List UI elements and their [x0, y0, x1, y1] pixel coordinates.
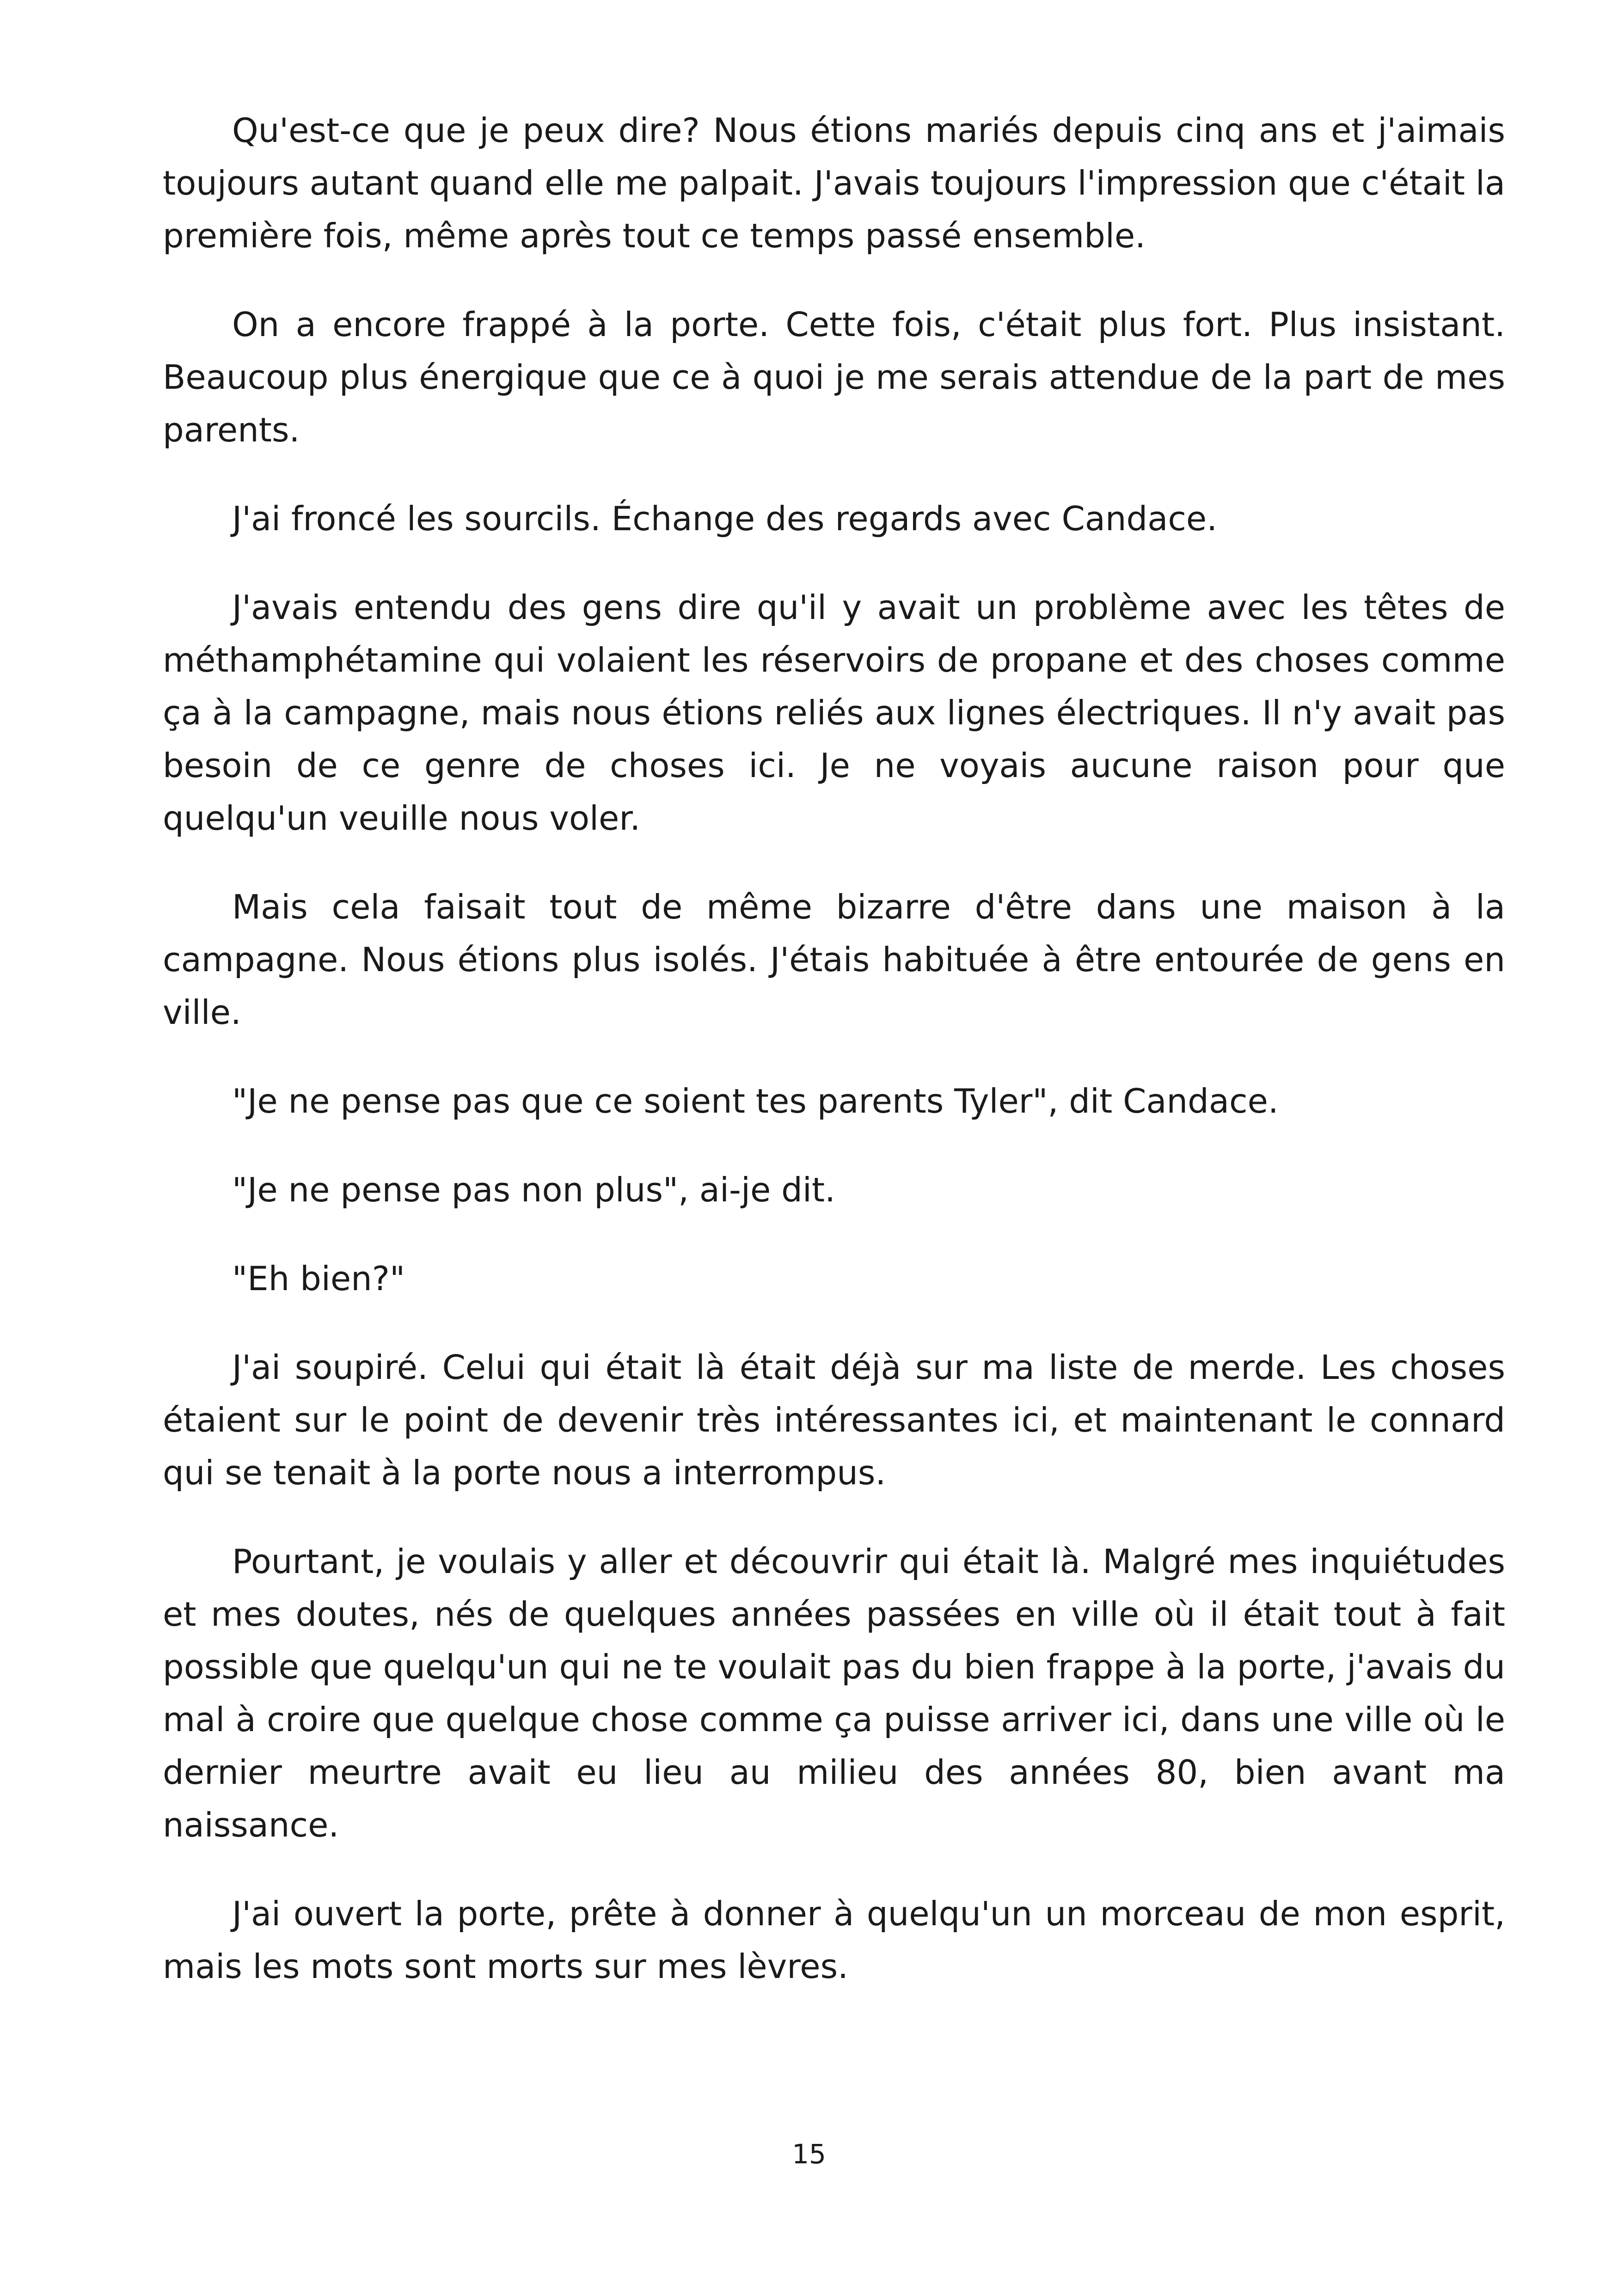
paragraph: Mais cela faisait tout de même bizarre d'être dans une maison à la campagne. Nous étions plus isolés. J'étais habituée à être entourée de gens en ville. — [163, 888, 1505, 1032]
paragraph: Qu'est-ce que je peux dire? Nous étions mariés depuis cinq ans et j'aimais toujours autant quand elle me palpait. J'avais toujours l'impression que c'était la première fois, même après tout ce temps passé ensemble. — [163, 111, 1505, 255]
paragraph: "Je ne pense pas non plus", ai-je dit. — [232, 1170, 835, 1209]
paragraph: On a encore frappé à la porte. Cette fois, c'était plus fort. Plus insistant. Beaucoup plus énergique que ce à quoi je me serais attendue de la part de mes parents. — [163, 305, 1505, 449]
paragraph: J'ai ouvert la porte, prête à donner à quelqu'un un morceau de mon esprit, mais les mots sont morts sur mes lèvres. — [163, 1894, 1505, 1986]
paragraph: Pourtant, je voulais y aller et découvrir qui était là. Malgré mes inquiétudes et mes doutes, nés de quelques années passées en ville où il était tout à fait possible que quelqu'un qui ne te voulait pas du bien frappe à la porte, j'avais du mal à croire que quelque chose comme ça puisse arriver ici, dans une ville où le dernier meurtre avait eu lieu au milieu des années 80, bien avant ma naissance. — [163, 1542, 1505, 1844]
paragraph: J'ai soupiré. Celui qui était là était déjà sur ma liste de merde. Les choses étaient sur le point de devenir très intéressantes ici, et maintenant le connard qui se tenait à la porte nous a interrompus. — [163, 1348, 1505, 1492]
page-number: 15 — [792, 2138, 826, 2170]
paragraph: J'ai froncé les sourcils. Échange des regards avec Candace. — [232, 499, 1218, 538]
paragraph: "Eh bien?" — [232, 1259, 405, 1298]
paragraph: J'avais entendu des gens dire qu'il y avait un problème avec les têtes de méthamphétamine qui volaient les réservoirs de propane et des choses comme ça à la campagne, mais nous étions reliés aux lignes électriques. Il n'y avait pas besoin de ce genre de choses ici. Je ne voyais aucune raison pour que quelqu'un veuille nous voler. — [163, 588, 1505, 838]
body-text — [163, 104, 1505, 2029]
paragraph: "Je ne pense pas que ce soient tes parents Tyler", dit Candace. — [232, 1082, 1279, 1120]
